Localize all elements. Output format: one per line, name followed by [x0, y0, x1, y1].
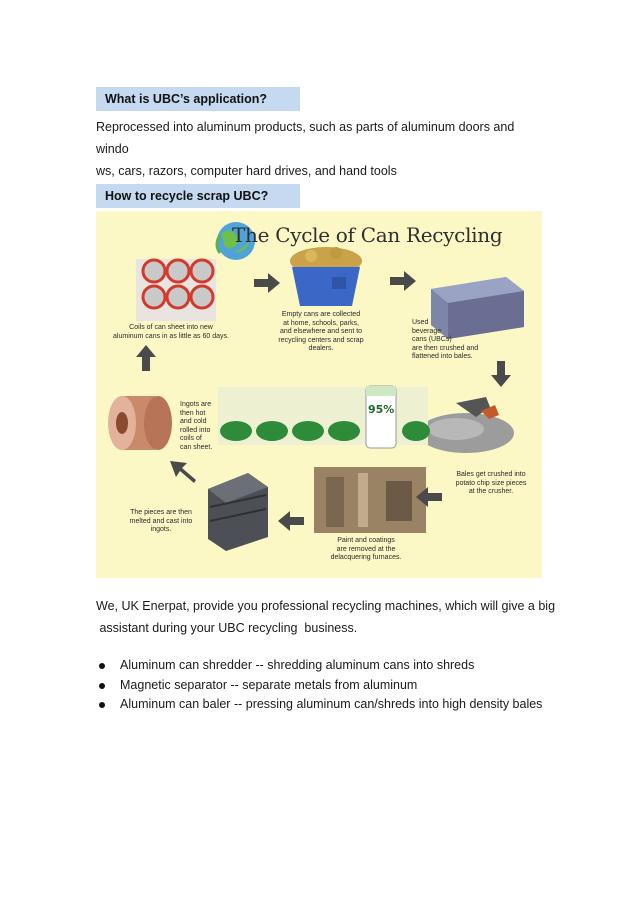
list-item	[96, 695, 556, 715]
list-item	[96, 656, 556, 676]
aluminum-cans-image	[136, 259, 216, 321]
caption-delacquer	[316, 537, 416, 563]
caption-line: and cold	[180, 418, 207, 425]
caption-line: The pieces are then	[130, 509, 192, 516]
caption-crushed	[448, 471, 534, 497]
arrow-up-left-icon	[170, 461, 196, 483]
caption-line: cans (UBCs)	[412, 336, 452, 343]
caption-line: at home, schools, parks,	[283, 319, 359, 327]
application-paragraph	[96, 116, 546, 182]
figure-title: The Cycle of Can Recycling	[232, 223, 503, 247]
shredded-pieces-image	[418, 397, 514, 453]
caption-line: beverage	[412, 327, 442, 335]
ingots-image	[208, 473, 268, 551]
caption-line: potato chip size pieces	[455, 479, 527, 487]
caption-line: Coils of can sheet into new	[129, 324, 213, 331]
caption-line: at the crusher.	[468, 488, 514, 495]
caption-line: dealers.	[308, 345, 334, 352]
delacquering-furnace-image	[314, 467, 426, 533]
caption-line: are then crushed and	[412, 344, 479, 352]
green-cans-row-image	[218, 386, 430, 448]
caption-line: ingots.	[150, 526, 172, 533]
paragraph-line: ws, cars, razors, computer hard drives, and hand tools	[96, 164, 397, 178]
caption-line: rolled into	[180, 426, 211, 434]
caption-line: Used	[412, 319, 429, 326]
caption-line: then hot	[180, 409, 206, 417]
intro-paragraph	[96, 595, 556, 639]
caption-line: coils of	[180, 435, 202, 442]
caption-line: Bales get crushed into	[456, 471, 526, 478]
caption-coils	[106, 324, 236, 341]
paragraph-line: Reprocessed into aluminum products, such as parts of aluminum doors and windo	[96, 120, 515, 156]
caption-line: can sheet.	[180, 443, 213, 451]
caption-rolled	[180, 401, 220, 452]
bullet-icon	[99, 683, 105, 689]
caption-line: aluminum cans in as little as 60 days.	[113, 332, 229, 340]
caption-line: Ingots are	[180, 401, 212, 408]
arrow-up-icon	[136, 345, 156, 371]
list-item-text: Magnetic separator -- separate metals from aluminum	[120, 677, 418, 692]
caption-line: recycling centers and scrap	[278, 336, 364, 344]
bullet-icon	[99, 663, 105, 669]
bullet-icon	[99, 702, 105, 708]
caption-line: delacquering furnaces.	[330, 554, 402, 561]
recycling-bin-image	[290, 247, 362, 306]
paragraph-line: assistant during your UBC recycling business.	[96, 621, 358, 635]
section-heading-application: What is UBC’s application?	[96, 87, 300, 111]
list-item	[96, 676, 556, 696]
caption-baled	[412, 319, 492, 362]
caption-line: are removed at the	[336, 545, 396, 553]
machine-list	[96, 656, 556, 715]
caption-ingots	[120, 509, 202, 535]
caption-line: Empty cans are collected	[281, 311, 361, 318]
caption-line: flattened into bales.	[412, 353, 473, 360]
caption-line: melted and cast into	[129, 517, 193, 525]
list-item-text: Aluminum can shredder -- shredding aluminum cans into shreds	[120, 658, 475, 672]
section-heading-recycle: How to recycle scrap UBC?	[96, 184, 300, 208]
arrow-right-icon	[254, 273, 280, 293]
caption-line: Paint and coatings	[337, 537, 395, 544]
caption-line: and elsewhere and sent to	[279, 328, 363, 335]
arrow-left-icon	[278, 511, 304, 531]
paragraph-line: We, UK Enerpat, provide you professional recycling machines, which will give a big	[96, 599, 556, 613]
caption-collected	[271, 311, 371, 354]
arrow-right-icon	[390, 271, 416, 291]
arrow-down-icon	[491, 361, 511, 387]
percent-label: 95%	[368, 403, 395, 416]
can-recycling-cycle-figure	[96, 211, 542, 578]
copper-coil-image	[108, 396, 172, 450]
list-item-text: Aluminum can baler -- pressing aluminum can/shreds into high density bales	[120, 697, 543, 711]
